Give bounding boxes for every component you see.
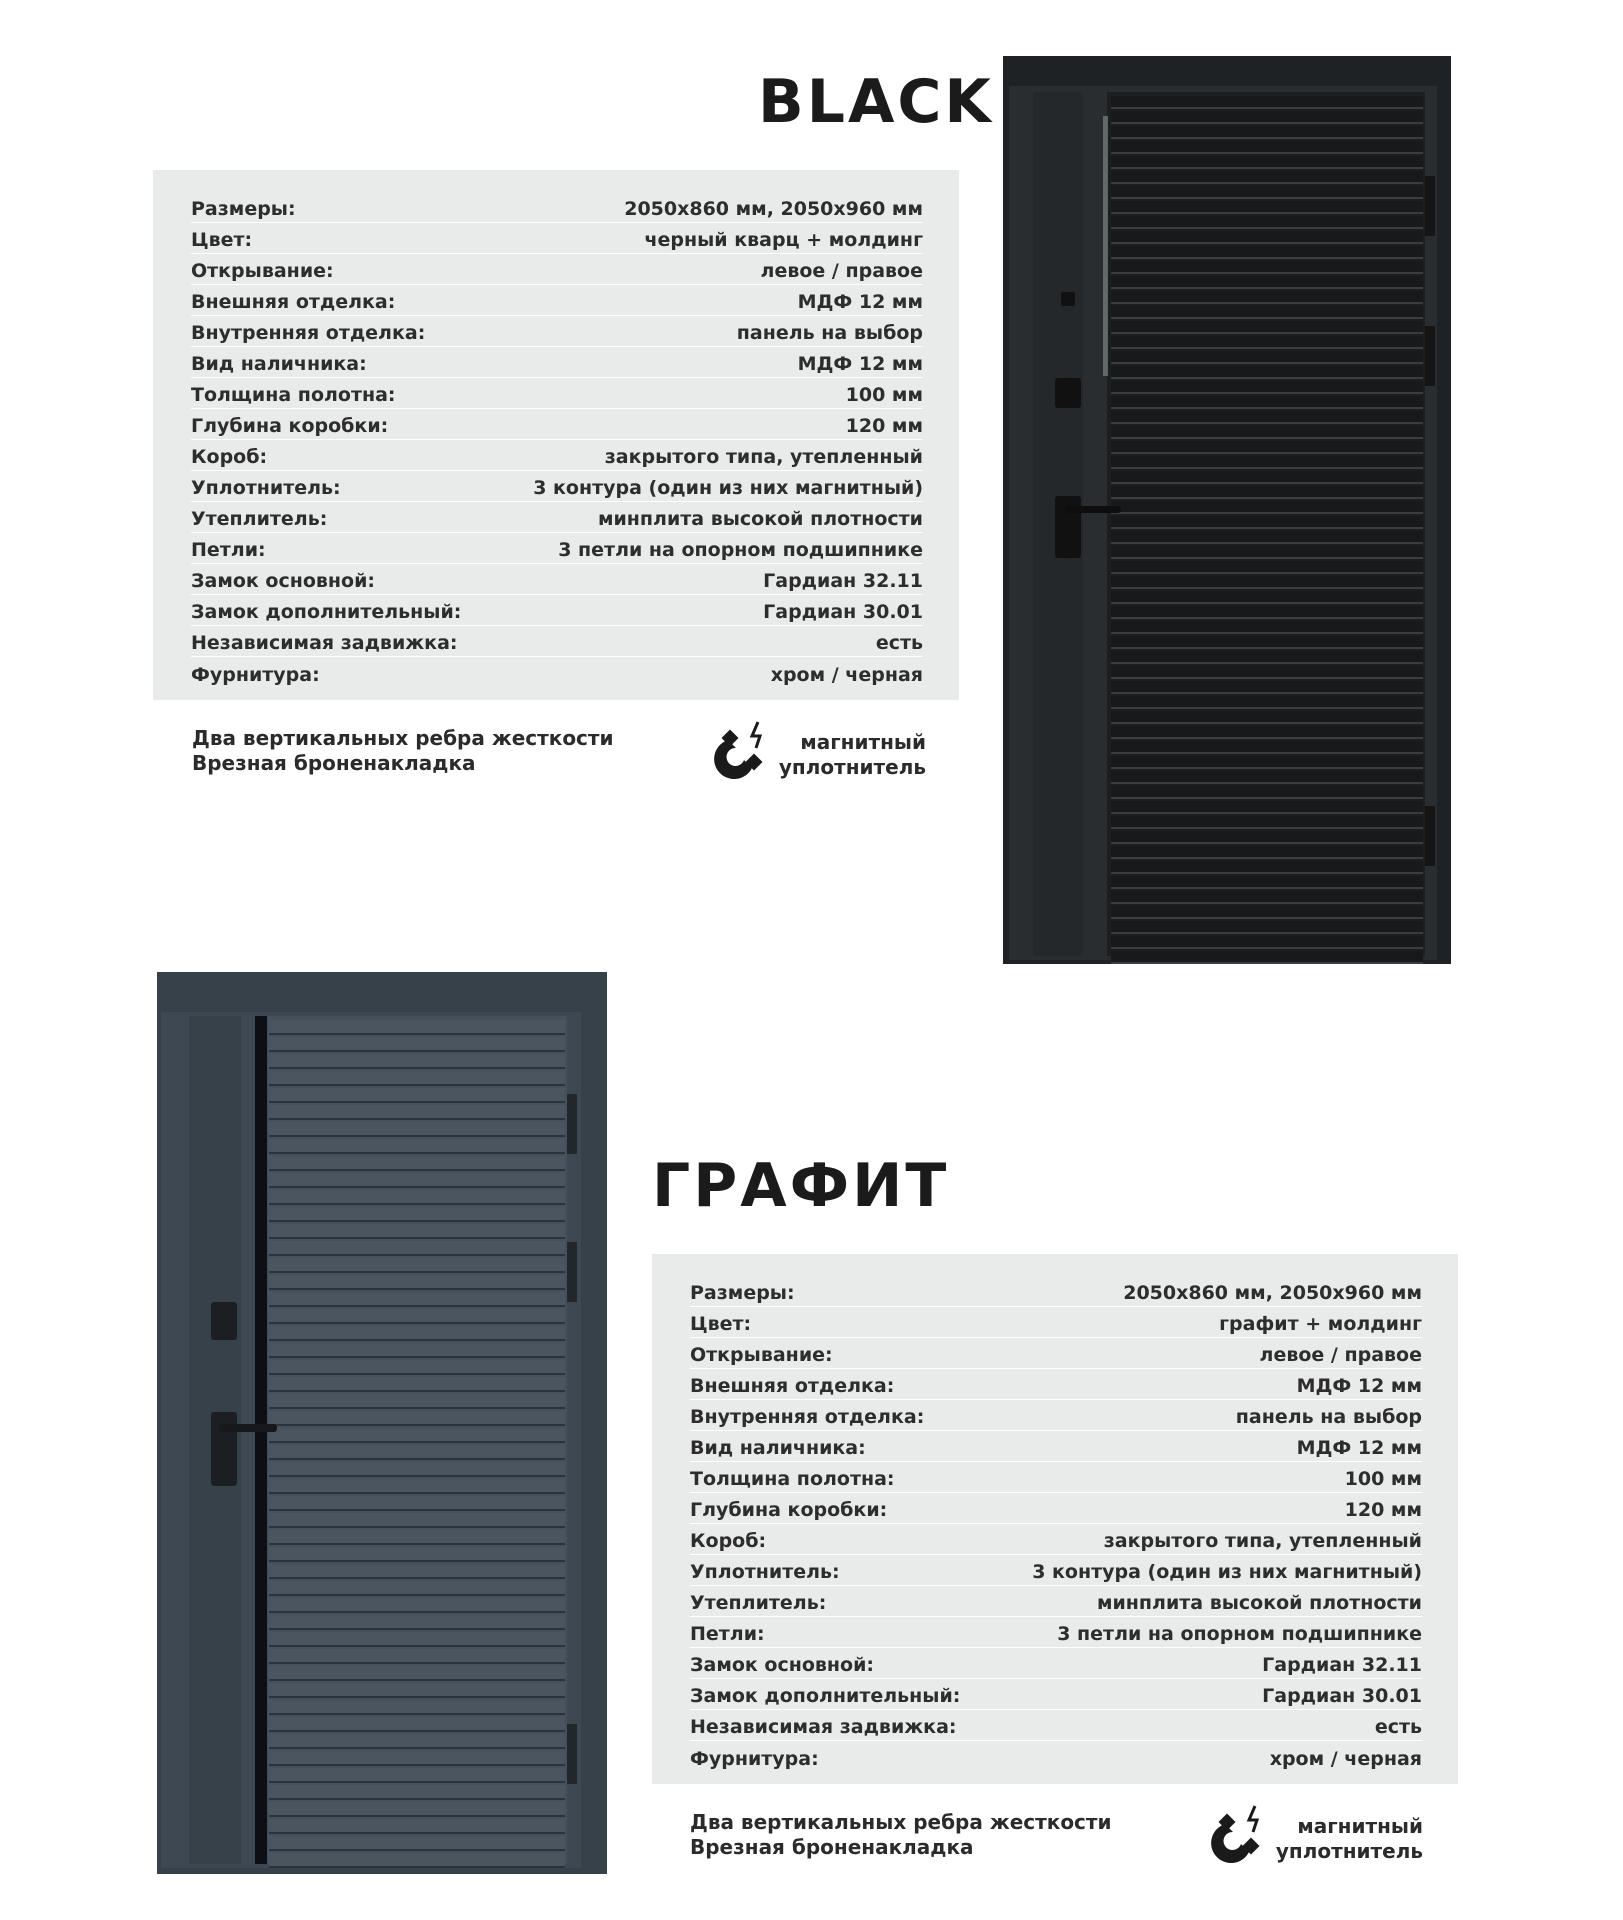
magnetic-seal-badge	[700, 718, 926, 788]
spec-value: 3 петли на опорном подшипнике	[558, 539, 923, 561]
title-black: BLACK	[758, 67, 994, 137]
spec-row	[690, 1338, 1422, 1369]
note-line: Два вертикальных ребра жесткости	[690, 1810, 1112, 1834]
spec-label: Глубина коробки:	[690, 1499, 888, 1521]
spec-row	[191, 564, 923, 595]
spec-label: Уплотнитель:	[191, 477, 341, 499]
spec-value: МДФ 12 мм	[797, 291, 923, 313]
spec-row	[690, 1741, 1422, 1772]
spec-row	[690, 1710, 1422, 1741]
spec-value: панель на выбор	[736, 322, 923, 344]
spec-label: Цвет:	[690, 1313, 752, 1335]
spec-label: Размеры:	[191, 198, 296, 220]
spec-label: Петли:	[690, 1623, 765, 1645]
spec-label: Толщина полотна:	[191, 384, 396, 406]
badge-line: магнитный	[800, 730, 926, 754]
spec-value: 3 контура (один из них магнитный)	[533, 477, 923, 499]
spec-value: Гардиан 32.11	[1262, 1654, 1422, 1676]
spec-value: есть	[875, 632, 923, 654]
spec-label: Фурнитура:	[191, 664, 320, 686]
feature-notes-black	[192, 726, 614, 776]
spec-label: Вид наличника:	[191, 353, 367, 375]
badge-line: уплотнитель	[1275, 1839, 1423, 1863]
title-graphite: ГРАФИТ	[652, 1151, 950, 1221]
spec-label: Короб:	[191, 446, 268, 468]
spec-label: Внутренняя отделка:	[690, 1406, 925, 1428]
door-image-graphite	[157, 972, 607, 1874]
spec-row	[690, 1555, 1422, 1586]
spec-value: 120 мм	[1344, 1499, 1422, 1521]
spec-value: минплита высокой плотности	[1096, 1592, 1422, 1614]
spec-value: МДФ 12 мм	[797, 353, 923, 375]
badge-line: магнитный	[1297, 1814, 1423, 1838]
spec-value: 2050x860 мм, 2050x960 мм	[624, 198, 923, 220]
spec-value: МДФ 12 мм	[1296, 1437, 1422, 1459]
spec-value: МДФ 12 мм	[1296, 1375, 1422, 1397]
spec-value: 100 мм	[845, 384, 923, 406]
spec-label: Внешняя отделка:	[690, 1375, 895, 1397]
badge-line: уплотнитель	[778, 755, 926, 779]
spec-row	[690, 1493, 1422, 1524]
spec-row	[690, 1648, 1422, 1679]
spec-label: Замок дополнительный:	[191, 601, 462, 623]
spec-table-graphite	[652, 1254, 1458, 1784]
spec-value: 100 мм	[1344, 1468, 1422, 1490]
spec-label: Короб:	[690, 1530, 767, 1552]
spec-value: левое / правое	[760, 260, 923, 282]
spec-label: Открывание:	[191, 260, 334, 282]
spec-row	[690, 1276, 1422, 1307]
spec-row	[191, 657, 923, 688]
spec-value: графит + молдинг	[1219, 1313, 1422, 1335]
spec-row	[690, 1431, 1422, 1462]
spec-list	[191, 192, 923, 688]
spec-label: Вид наличника:	[690, 1437, 866, 1459]
spec-row	[690, 1617, 1422, 1648]
spec-row	[191, 192, 923, 223]
spec-value: минплита высокой плотности	[597, 508, 923, 530]
spec-value: хром / черная	[770, 664, 923, 686]
spec-label: Толщина полотна:	[690, 1468, 895, 1490]
spec-row	[690, 1307, 1422, 1338]
spec-row	[191, 254, 923, 285]
spec-row	[191, 502, 923, 533]
note-line: Врезная броненакладка	[192, 751, 476, 775]
spec-label: Независимая задвижка:	[191, 632, 458, 654]
feature-notes-graphite	[690, 1810, 1112, 1860]
spec-row	[191, 409, 923, 440]
spec-row	[690, 1462, 1422, 1493]
spec-value: Гардиан 30.01	[1262, 1685, 1422, 1707]
spec-row	[191, 378, 923, 409]
spec-label: Утеплитель:	[690, 1592, 827, 1614]
spec-value: черный кварц + молдинг	[644, 229, 923, 251]
spec-value: закрытого типа, утепленный	[604, 446, 923, 468]
spec-value: 3 петли на опорном подшипнике	[1057, 1623, 1422, 1645]
spec-row	[690, 1400, 1422, 1431]
spec-label: Внешняя отделка:	[191, 291, 396, 313]
door-image-black	[1003, 56, 1451, 964]
spec-row	[191, 347, 923, 378]
spec-value: 3 контура (один из них магнитный)	[1032, 1561, 1422, 1583]
spec-label: Внутренняя отделка:	[191, 322, 426, 344]
spec-label: Петли:	[191, 539, 266, 561]
spec-row	[191, 285, 923, 316]
spec-row	[191, 223, 923, 254]
spec-label: Замок основной:	[191, 570, 376, 592]
spec-value: 120 мм	[845, 415, 923, 437]
magnet-icon	[1197, 1802, 1277, 1872]
spec-value: есть	[1374, 1716, 1422, 1738]
note-line: Два вертикальных ребра жесткости	[192, 726, 614, 750]
spec-value: хром / черная	[1269, 1748, 1422, 1770]
spec-table-black	[153, 170, 959, 700]
spec-label: Размеры:	[690, 1282, 795, 1304]
spec-label: Цвет:	[191, 229, 253, 251]
spec-label: Глубина коробки:	[191, 415, 389, 437]
note-line: Врезная броненакладка	[690, 1835, 974, 1859]
spec-row	[191, 471, 923, 502]
spec-row	[690, 1586, 1422, 1617]
spec-label: Фурнитура:	[690, 1748, 819, 1770]
spec-value: 2050x860 мм, 2050x960 мм	[1123, 1282, 1422, 1304]
spec-row	[191, 533, 923, 564]
magnet-icon	[700, 718, 780, 788]
spec-list	[690, 1276, 1422, 1772]
spec-label: Утеплитель:	[191, 508, 328, 530]
spec-value: Гардиан 32.11	[763, 570, 923, 592]
spec-row	[690, 1679, 1422, 1710]
spec-value: Гардиан 30.01	[763, 601, 923, 623]
spec-value: закрытого типа, утепленный	[1103, 1530, 1422, 1552]
spec-value: панель на выбор	[1235, 1406, 1422, 1428]
spec-row	[690, 1369, 1422, 1400]
spec-value: левое / правое	[1259, 1344, 1422, 1366]
spec-row	[191, 440, 923, 471]
spec-row	[690, 1524, 1422, 1555]
spec-label: Уплотнитель:	[690, 1561, 840, 1583]
spec-label: Независимая задвижка:	[690, 1716, 957, 1738]
spec-row	[191, 626, 923, 657]
spec-label: Открывание:	[690, 1344, 833, 1366]
spec-row	[191, 595, 923, 626]
spec-label: Замок основной:	[690, 1654, 875, 1676]
magnetic-seal-badge	[1197, 1802, 1423, 1872]
spec-row	[191, 316, 923, 347]
spec-label: Замок дополнительный:	[690, 1685, 961, 1707]
